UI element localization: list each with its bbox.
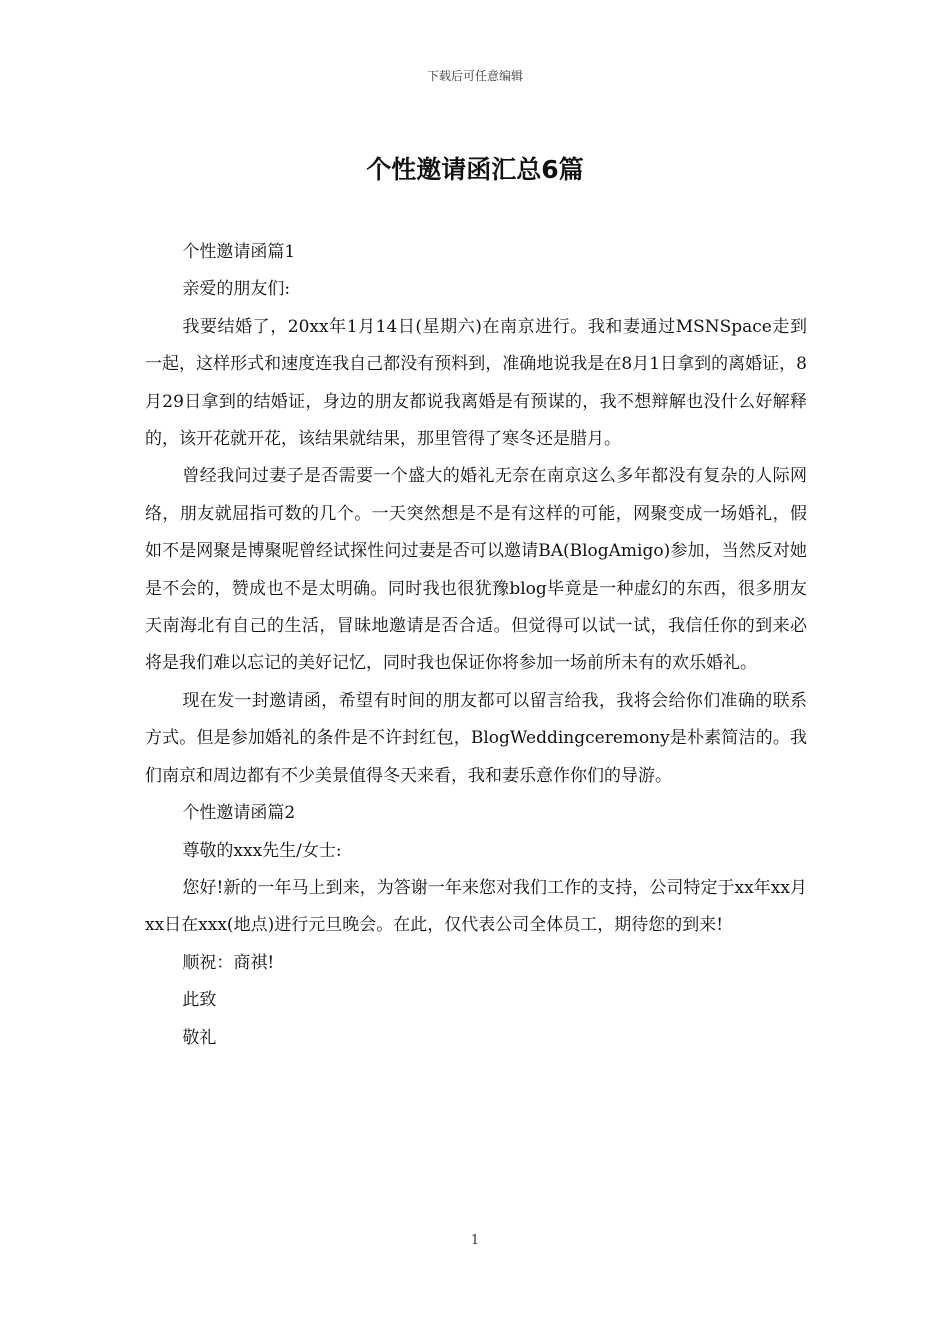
closing-phrase: 此致	[182, 990, 217, 1011]
closing-wish: 顺祝：商祺!	[182, 952, 275, 973]
body-paragraph: 曾经我问过妻子是否需要一个盛大的婚礼无奈在南京这么多年都没有复杂的人际网络，朋友就屈指可数的几个。一天突然想是不是有这样的可能，网聚变成一场婚礼，假如不是网聚是博聚呢曾经试探性问过妻是否可以邀请BA(BlogAmigo)参加，当然反对她是不会的，赞成也不是太明确。同时我也很犹豫blog毕竟是一种虚幻的东西，很多朋友天南海北有自己的生活，冒昧地邀请是否合适。但觉得可以试一试，我信任你的到来必将是我们难以忘记的美好记忆，同时我也保证你将参加一场前所未有的欢乐婚礼。	[145, 466, 807, 674]
document-body	[145, 234, 807, 1057]
page-header-note: 下载后可任意编辑	[426, 69, 523, 83]
salutation-2: 尊敬的xxx先生/女士:	[182, 840, 342, 861]
closing-salute: 敬礼	[182, 1027, 217, 1048]
body-paragraph: 您好!新的一年马上到来，为答谢一年来您对我们工作的支持，公司特定于xx年xx月xx日在xxx(地点)进行元旦晚会。在此，仅代表公司全体员工，期待您的到来!	[145, 877, 807, 936]
section-heading-2: 个性邀请函篇2	[182, 803, 296, 824]
page-number: 1	[470, 1233, 480, 1248]
document-title: 个性邀请函汇总6篇	[366, 155, 584, 184]
section-heading-1: 个性邀请函篇1	[182, 242, 296, 262]
salutation-1: 亲爱的朋友们:	[182, 279, 291, 300]
body-paragraph: 现在发一封邀请函，希望有时间的朋友都可以留言给我，我将会给你们准确的联系方式。但是参加婚礼的条件是不许封红包，BlogWeddingceremony是朴素简洁的。我们南京和周边都有不少美景值得冬天来看，我和妻乐意作你们的导游。	[145, 690, 807, 786]
body-paragraph: 我要结婚了，20xx年1月14日(星期六)在南京进行。我和妻通过MSNSpace走到一起，这样形式和速度连我自己都没有预料到，准确地说我是在8月1日拿到的离婚证，8月29日拿到的结婚证，身边的朋友都说我离婚是有预谋的，我不想辩解也没什么好解释的，该开花就开花，该结果就结果，那里管得了寒冬还是腊月。	[145, 316, 807, 450]
